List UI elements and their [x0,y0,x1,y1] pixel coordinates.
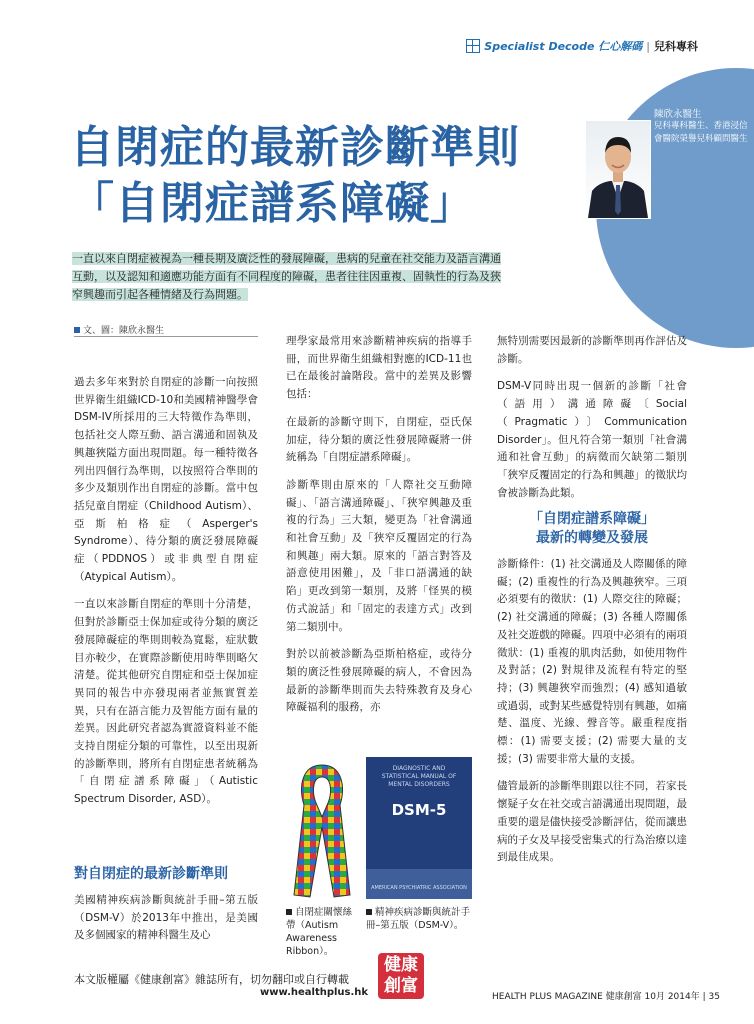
section-header [466,38,698,54]
byline-divider [74,336,258,337]
paragraph: 理學家最常用來診斷精神疾病的指導手冊，而世界衛生組織相對應的ICD-11也已在最後討論階段。當中的差異及影響包括： [286,335,472,401]
logo-text-bottom: 創富 [384,976,418,996]
book-caption-text: 精神疾病診斷與統計手冊–第五版（DSM-V）。 [366,907,471,931]
category-label: 兒科專科 [654,40,698,53]
paragraph: 對於以前被診斷為亞斯柏格症，或待分類的廣泛性發展障礙的病人，不會因為最新的診斷準則而失去特殊教育及身心障礙福利的服務，亦 [286,648,472,714]
doctor-title: 兒科專科醫生、香港浸信會醫院榮譽兒科顧問醫生 [654,121,748,144]
header-separator: | [646,39,650,53]
byline [74,323,164,336]
article-title-line1: 自閉症的最新診斷準則 [70,122,520,173]
paragraph: 診斷準則由原來的「人際社交互動障礙」、「語言溝通障礙」、「狹窄興趣及重複的行為」三大類，變更為「社會溝通和社會互動」及「狹窄反覆固定的行為和興趣」兩大類。原來的「語言對答及語意使用困難」，及「非口語溝通的缺陷」更改到第一類別，及將「怪異的模仿式說話」和「固定的表達方式」改到第二類別中。 [286,478,472,633]
magazine-footer: HEALTH PLUS MAGAZINE 健康創富 10月 2014年 | 35 [492,992,720,1002]
book-cover-publisher: AMERICAN PSYCHIATRIC ASSOCIATION [371,885,467,891]
ribbon-caption-text: 自閉症關懷絲帶（Autism Awareness Ribbon）。 [286,907,353,957]
paragraph: 一直以來診斷自閉症的準則十分清楚，但對於診斷亞士保加症或待分類的廣泛發展障礙症的準則則較為寬鬆，症狀數目亦較少，在實際診斷使用時準則略欠清楚。從其他研究自閉症和亞士保加症異同的報告中亦發現兩者並無實質差異，只有在語言能力及智能方面有量的差異。因此研究者認為實證資料並不能支持自閉症分類的可靠性，以至出現新的診斷準則，將所有自閉症患者統稱為「自閉症譜系障礙」（Autistic Spectrum Disorder, ASD）。 [74,598,258,806]
section-label: Specialist Decode 仁心解碼 [484,40,643,53]
book-caption [366,906,474,932]
column-3-continued [497,556,687,877]
doctor-name: 陳欣永醫生 [654,109,702,120]
bullet-square-icon [74,327,80,333]
book-cover-band [366,869,472,899]
paragraph: 無特別需要因最新的診斷準則再作評估及診斷。 [497,335,687,365]
column-3 [497,333,687,512]
byline-text: 文、圖：陳欣永醫生 [83,326,165,336]
crosshair-icon [466,39,480,53]
bullet-square-icon [286,909,292,915]
book-cover-edition: DSM-5 [391,801,447,819]
column-1-continued [74,892,258,955]
doctor-photo [585,120,651,219]
subheading-asd-changes [497,510,687,548]
column-2 [286,333,472,727]
bullet-square-icon [366,909,372,915]
copyright-notice: 本文版權屬《健康創富》雜誌所有，切勿翻印或自行轉載 [74,973,349,986]
autism-ribbon-image [286,757,358,899]
paragraph: 在最新的診斷守則下，自閉症，亞氏保加症，待分類的廣泛性發展障礙將一併統稱為「自閉症譜系障礙」。 [286,415,472,464]
dsm5-book-image [366,757,472,899]
ribbon-caption [286,906,360,958]
website-link[interactable]: www.healthplus.hk [260,987,369,998]
logo-text-top: 健康 [384,955,418,975]
intro-text: 一直以來自閉症被視為一種長期及廣泛性的發展障礙，患病的兒童在社交能力及語言溝通互動，以及認知和適應功能方面有不同程度的障礙，患者往往因重複、固執性的行為及狹窄興趣而引起各種情緒及行為問題。 [72,252,501,301]
paragraph: DSM-V同時出現一個新的診斷「社會（語用）溝通障礙〔Social（Pragmatic）〕Communication Disorder」。但凡符合第一類別「社會溝通和社會互動」的病徵而欠缺第二類別「狹窄反覆固定的行為和興趣」的徵狀均會被診斷為此類。 [497,380,687,499]
paragraph: 美國精神疾病診斷與統計手冊–第五版（DSM-V）於2013年中推出，是美國及多個國家的精神科醫生及心 [74,894,258,942]
paragraph: 診斷條件：(1) 社交溝通及人際關係的障礙；(2) 重複性的行為及興趣狹窄。三項必須要有的徵狀：(1) 人際交往的障礙；(2) 社交溝通的障礙；(3) 各種人際關係及社交遊戲的障礙。四項中必須有的兩項徵狀：(1) 重複的肌肉活動，如使用物件及對話；(2) 對規律及流程有特定的堅持；(3) 興趣狹窄而強烈；(4) 感知過敏或過弱，或對某些感覺特別有興趣，如痛楚、溫度、光線、聲音等。嚴重程度指標：(1) 需要支援；(2) 需要大量的支援；(3) 需要非常大量的支援。 [497,558,687,765]
subheading-diagnosis: 對自閉症的最新診斷準則 [74,866,228,882]
subheading-line2: 最新的轉變及發展 [536,530,648,546]
health-plus-logo [378,953,424,999]
article-title [70,120,520,232]
book-cover-title: DIAGNOSTIC AND STATISTICAL MANUAL OF MENTAL DISORDERS [381,765,457,788]
subheading-line1: 「自閉症譜系障礙」 [529,511,655,527]
article-title-line2: 「自閉症譜系障礙」 [70,178,475,229]
paragraph: 過去多年來對於自閉症的診斷一向按照世界衛生組織ICD-10和美國精神醫學會DSM-IV所採用的三大特徵作為準則，包括社交人際互動、語言溝通和固執及興趣狹隘方面出現問題。每一種特徵各列出四個行為準則，以按照符合準則的多少及類別作出自閉症的診斷。當中包括兒童自閉症（Childhood Autism）、亞斯柏格症（Asperger's Syndrome）、待分類的廣泛發展障礙症（PDDNOS）或非典型自閉症（Atypical Autism）。 [74,376,258,583]
paragraph: 儘管最新的診斷準則跟以往不同，若家長懷疑子女在社交或言語溝通出現問題，最重要的還是儘快接受診斷評估，從而讓患病的子女及早接受密集式的行為治療以達到最佳成果。 [497,780,687,864]
column-1 [74,374,258,819]
article-intro [72,250,504,304]
